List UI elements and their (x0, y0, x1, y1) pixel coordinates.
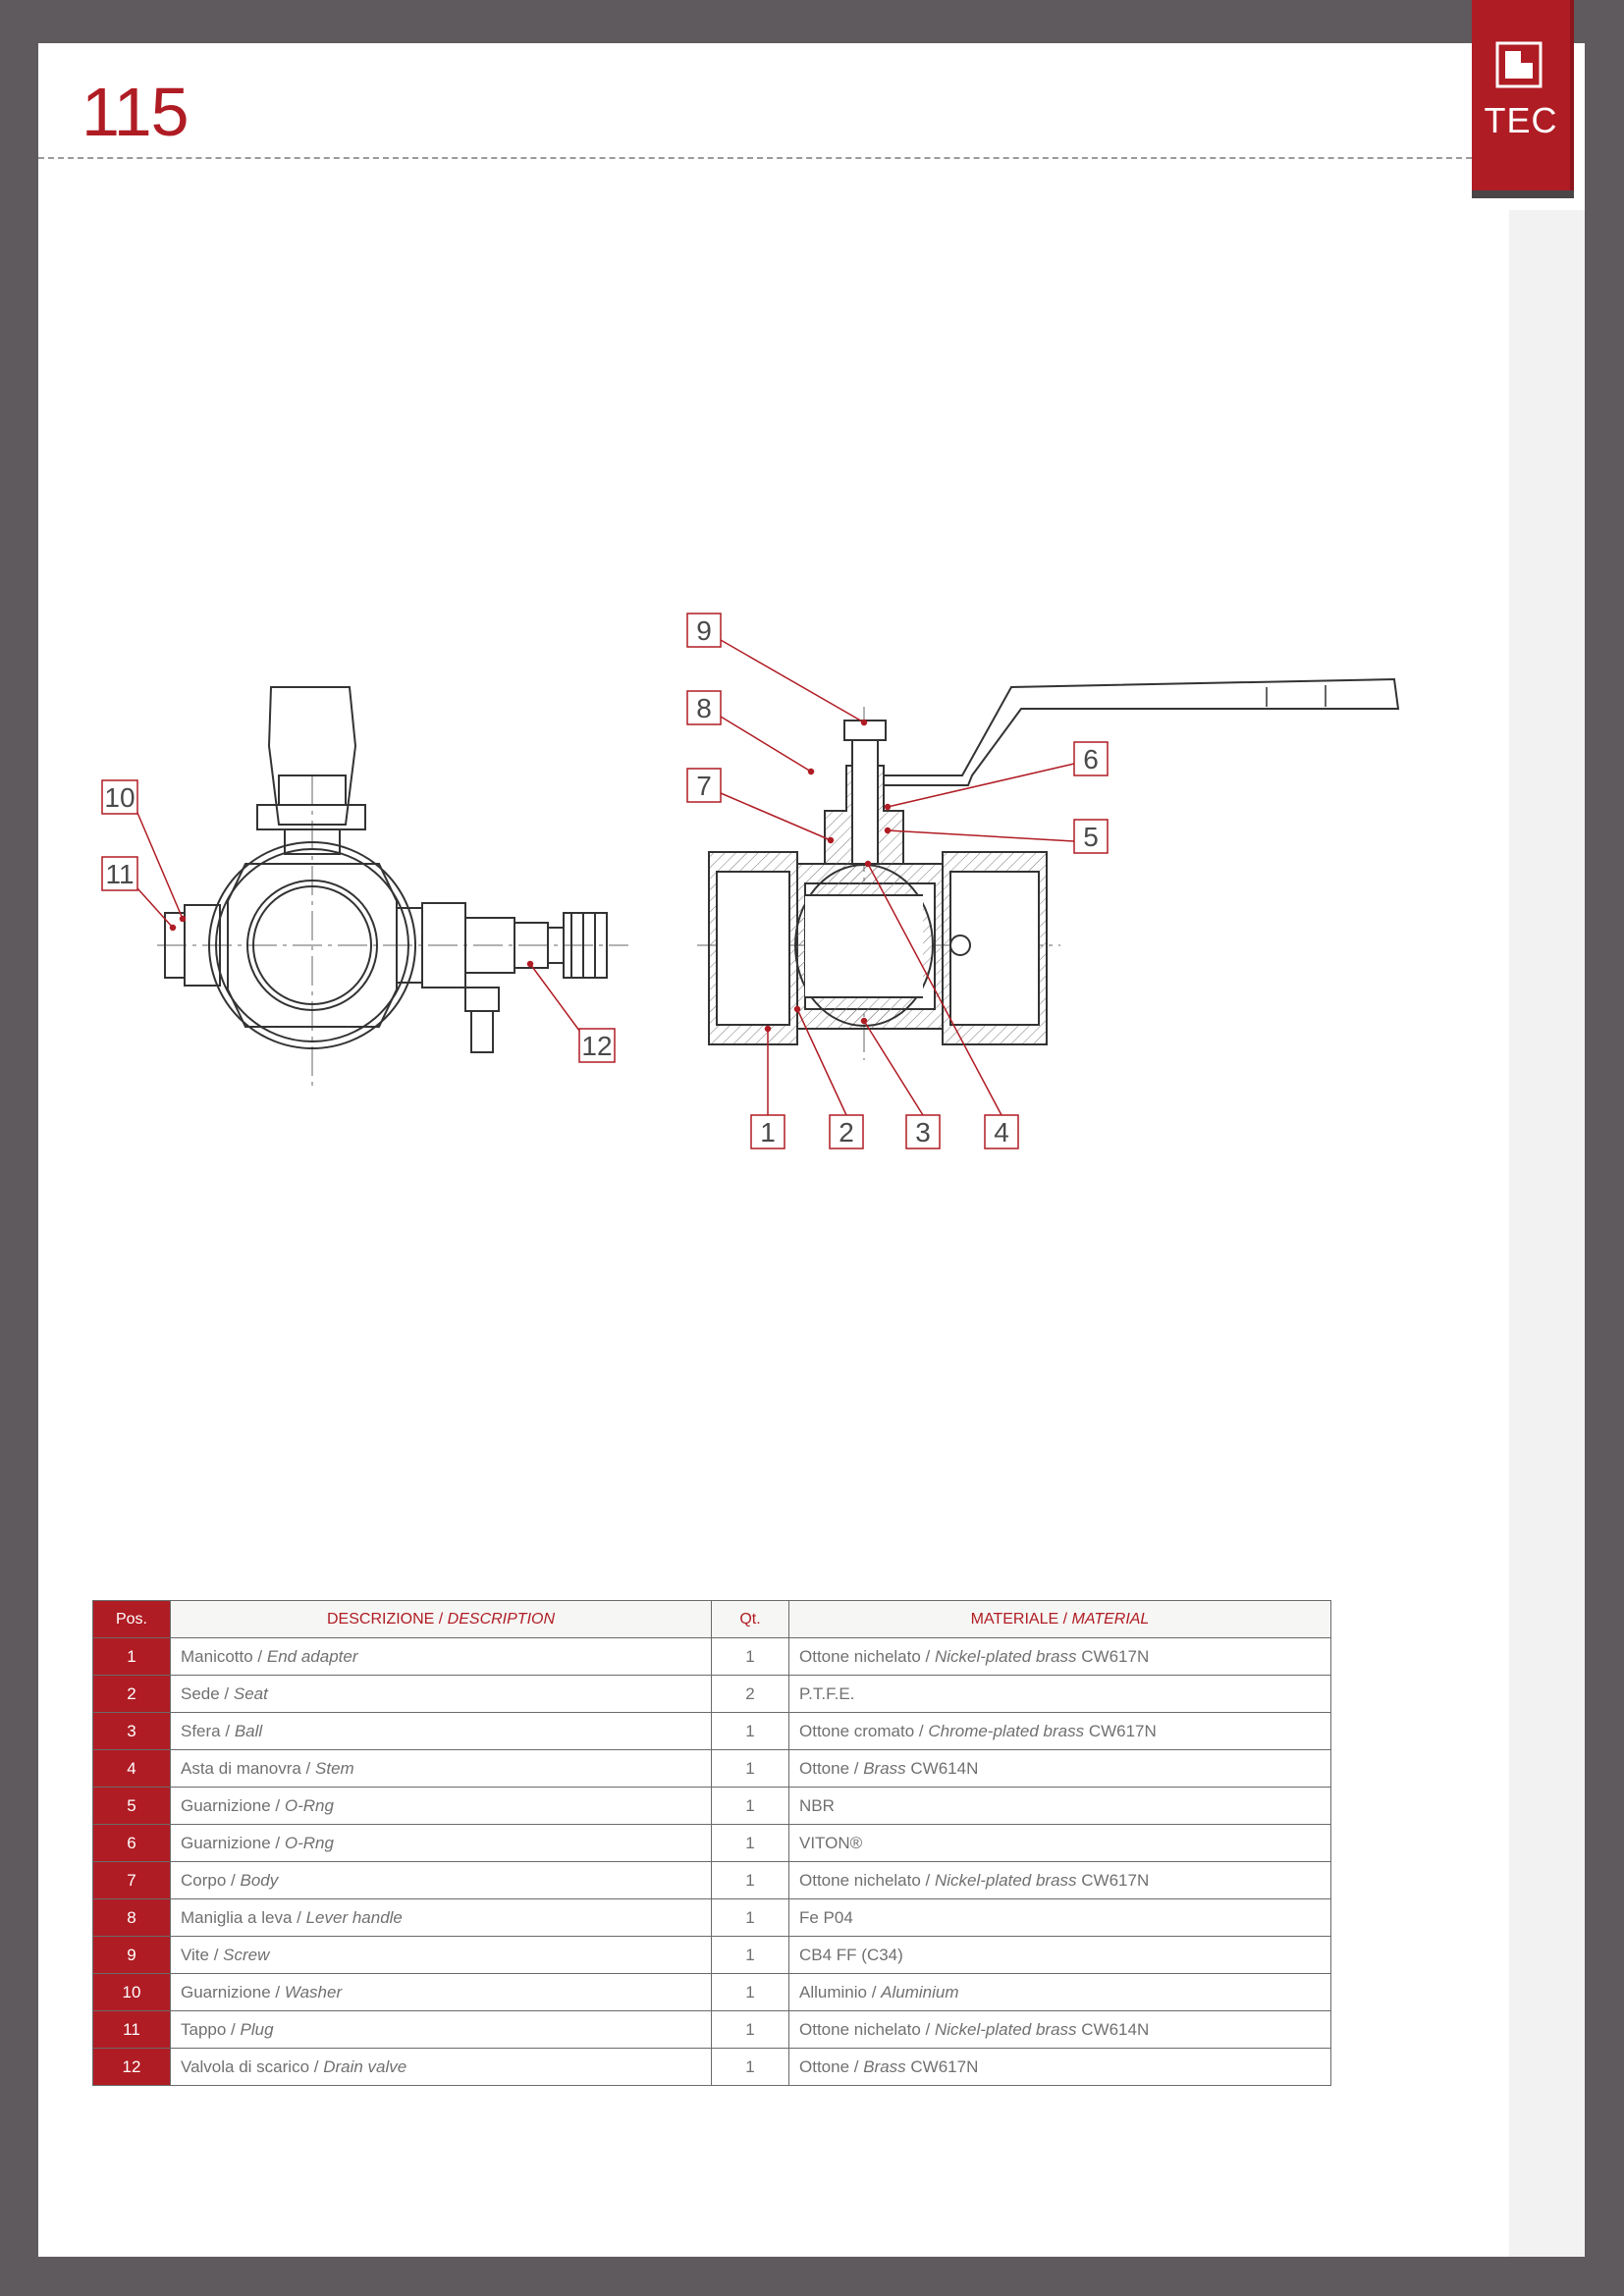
table-row (93, 1862, 1331, 1899)
logo-text: TEC (1484, 100, 1558, 140)
cell-pos: 9 (93, 1937, 171, 1974)
svg-text:7: 7 (696, 771, 712, 801)
cell-qty: 1 (712, 1974, 789, 2011)
header-material: MATERIALE / MATERIAL (789, 1601, 1331, 1638)
cell-material: P.T.F.E. (789, 1676, 1331, 1713)
cell-pos: 5 (93, 1788, 171, 1825)
callout-6 (1074, 742, 1108, 775)
cell-qty: 1 (712, 1862, 789, 1899)
callout-9 (687, 614, 721, 647)
cell-qty: 1 (712, 1788, 789, 1825)
cell-qty: 1 (712, 1899, 789, 1937)
cell-material: Ottone nichelato / Nickel-plated brass CW617N (789, 1638, 1331, 1676)
cell-description: Guarnizione / Washer (171, 1974, 712, 2011)
table-row (93, 1974, 1331, 2011)
callout-4 (985, 1115, 1018, 1148)
table-row (93, 1638, 1331, 1676)
cell-description: Tappo / Plug (171, 2011, 712, 2049)
cell-description: Manicotto / End adapter (171, 1638, 712, 1676)
cell-pos: 6 (93, 1825, 171, 1862)
parts-table (92, 1600, 1331, 2086)
valve-side-view (157, 687, 628, 1090)
svg-text:2: 2 (839, 1117, 854, 1148)
table-row (93, 1713, 1331, 1750)
callout-7 (687, 769, 721, 802)
cell-material: Ottone cromato / Chrome-plated brass CW617N (789, 1713, 1331, 1750)
cell-qty: 1 (712, 1750, 789, 1788)
cell-material: NBR (789, 1788, 1331, 1825)
callout-5 (1074, 820, 1108, 853)
cell-pos: 7 (93, 1862, 171, 1899)
cell-pos: 1 (93, 1638, 171, 1676)
left-callouts (137, 813, 585, 1039)
cell-qty: 1 (712, 1825, 789, 1862)
cell-material: Alluminio / Aluminium (789, 1974, 1331, 2011)
header-pos: Pos. (93, 1601, 171, 1638)
table-row (93, 1825, 1331, 1862)
svg-text:6: 6 (1083, 744, 1099, 774)
header-qty: Qt. (712, 1601, 789, 1638)
cell-material: CB4 FF (C34) (789, 1937, 1331, 1974)
page-number: 115 (81, 74, 189, 150)
svg-text:3: 3 (915, 1117, 931, 1148)
table-row (93, 1899, 1331, 1937)
parts-table-body (93, 1638, 1331, 2086)
cell-description: Guarnizione / O-Rng (171, 1788, 712, 1825)
svg-text:9: 9 (696, 615, 712, 646)
cell-description: Guarnizione / O-Rng (171, 1825, 712, 1862)
cell-pos: 3 (93, 1713, 171, 1750)
header-description: DESCRIZIONE / DESCRIPTION (171, 1601, 712, 1638)
svg-text:4: 4 (994, 1117, 1009, 1148)
cell-qty: 1 (712, 2049, 789, 2086)
cell-qty: 2 (712, 1676, 789, 1713)
callout-3 (906, 1115, 940, 1148)
cell-pos: 11 (93, 2011, 171, 2049)
table-header-row (93, 1601, 1331, 1638)
table-row (93, 1676, 1331, 1713)
callout-1 (751, 1115, 785, 1148)
cell-pos: 8 (93, 1899, 171, 1937)
table-row (93, 1937, 1331, 1974)
cell-material: Ottone nichelato / Nickel-plated brass CW617N (789, 1862, 1331, 1899)
cell-material: VITON® (789, 1825, 1331, 1862)
cell-material: Ottone / Brass CW614N (789, 1750, 1331, 1788)
cell-material: Fe P04 (789, 1899, 1331, 1937)
svg-text:5: 5 (1083, 822, 1099, 852)
cell-material: Ottone nichelato / Nickel-plated brass CW614N (789, 2011, 1331, 2049)
cell-pos: 10 (93, 1974, 171, 2011)
cell-qty: 1 (712, 1937, 789, 1974)
cell-description: Sede / Seat (171, 1676, 712, 1713)
table-row (93, 2049, 1331, 2086)
cell-pos: 4 (93, 1750, 171, 1788)
callout-2 (830, 1115, 863, 1148)
callout-10 (102, 780, 137, 814)
svg-text:11: 11 (105, 859, 135, 889)
cell-description: Corpo / Body (171, 1862, 712, 1899)
valve-section-view (697, 679, 1398, 1060)
svg-text:8: 8 (696, 693, 712, 723)
cell-qty: 1 (712, 1713, 789, 1750)
cell-description: Valvola di scarico / Drain valve (171, 2049, 712, 2086)
callout-11 (102, 857, 137, 890)
cell-pos: 12 (93, 2049, 171, 2086)
table-row (93, 1750, 1331, 1788)
cell-description: Vite / Screw (171, 1937, 712, 1974)
cell-description: Sfera / Ball (171, 1713, 712, 1750)
cell-qty: 1 (712, 1638, 789, 1676)
cell-qty: 1 (712, 2011, 789, 2049)
table-row (93, 1788, 1331, 1825)
svg-text:10: 10 (104, 782, 135, 813)
table-row (93, 2011, 1331, 2049)
cell-pos: 2 (93, 1676, 171, 1713)
cell-description: Asta di manovra / Stem (171, 1750, 712, 1788)
callout-12 (579, 1029, 615, 1062)
svg-text:12: 12 (581, 1031, 613, 1061)
svg-text:1: 1 (760, 1117, 776, 1148)
cell-description: Maniglia a leva / Lever handle (171, 1899, 712, 1937)
callout-8 (687, 691, 721, 724)
cell-material: Ottone / Brass CW617N (789, 2049, 1331, 2086)
